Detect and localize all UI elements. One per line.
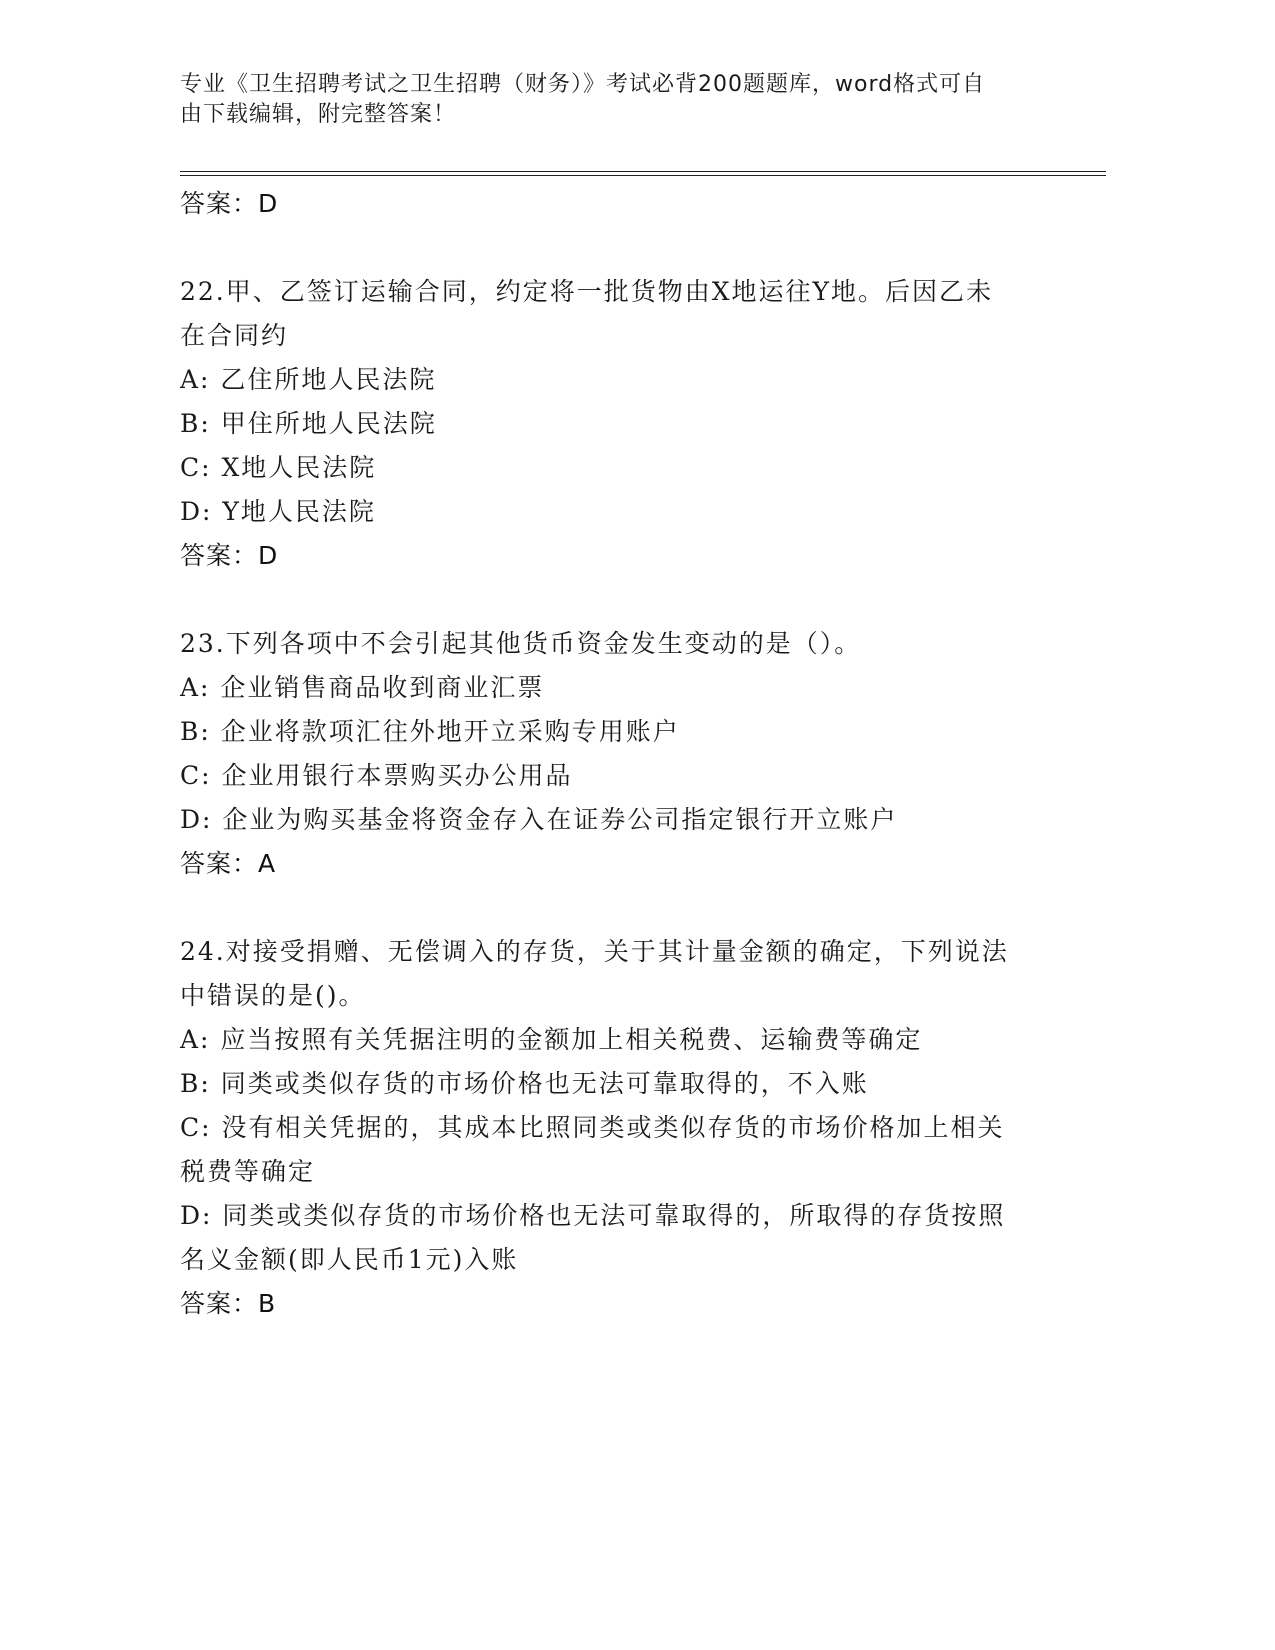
document-header [180,70,1040,130]
option-d: D: 企业为购买基金将资金存入在证券公司指定银行开立账户 [180,805,898,834]
answer-21: 答案：D [180,189,279,218]
option-c: C: 企业用银行本票购买办公用品 [180,761,573,790]
header-line-1: 专业《卫生招聘考试之卫生招聘（财务）》考试必背200题题库，word格式可自 [180,72,986,97]
answer-24: 答案：B [180,1289,277,1318]
option-d-cont: 名义金额(即人民币1元)入账 [180,1245,519,1274]
question-stem-cont: 在合同约 [180,321,289,350]
option-c-cont: 税费等确定 [180,1157,316,1186]
option-d: D: 同类或类似存货的市场价格也无法可靠取得的，所取得的存货按照 [180,1201,1006,1230]
option-c: C: 没有相关凭据的，其成本比照同类或类似存货的市场价格加上相关 [180,1113,1005,1142]
spacer [180,578,1040,622]
option-a: A: 应当按照有关凭据注明的金额加上相关税费、运输费等确定 [180,1025,923,1054]
question-24 [180,930,1040,1326]
header-line-2: 由下载编辑，附完整答案！ [180,102,457,127]
header-divider-bottom [180,175,1106,176]
spacer [180,226,1040,270]
option-d: D: Y地人民法院 [180,497,376,526]
question-stem: 22.甲、乙签订运输合同，约定将一批货物由X地运往Y地。后因乙未 [180,277,994,306]
option-b: B: 企业将款项汇往外地开立采购专用账户 [180,717,680,746]
question-stem-cont: 中错误的是()。 [180,981,366,1010]
question-22 [180,270,1040,578]
question-stem: 23.下列各项中不会引起其他货币资金发生变动的是（）。 [180,629,862,658]
question-stem: 24.对接受捐赠、无偿调入的存货，关于其计量金额的确定，下列说法 [180,937,1009,966]
header-divider-top [180,171,1106,172]
option-c: C: X地人民法院 [180,453,377,482]
option-b: B: 甲住所地人民法院 [180,409,437,438]
option-a: A: 企业销售商品收到商业汇票 [180,673,545,702]
answer-22: 答案：D [180,541,279,570]
option-a: A: 乙住所地人民法院 [180,365,437,394]
spacer [180,886,1040,930]
question-23 [180,622,1040,886]
question-list [180,182,1040,1326]
option-b: B: 同类或类似存货的市场价格也无法可靠取得的，不入账 [180,1069,869,1098]
answer-23: 答案：A [180,849,277,878]
